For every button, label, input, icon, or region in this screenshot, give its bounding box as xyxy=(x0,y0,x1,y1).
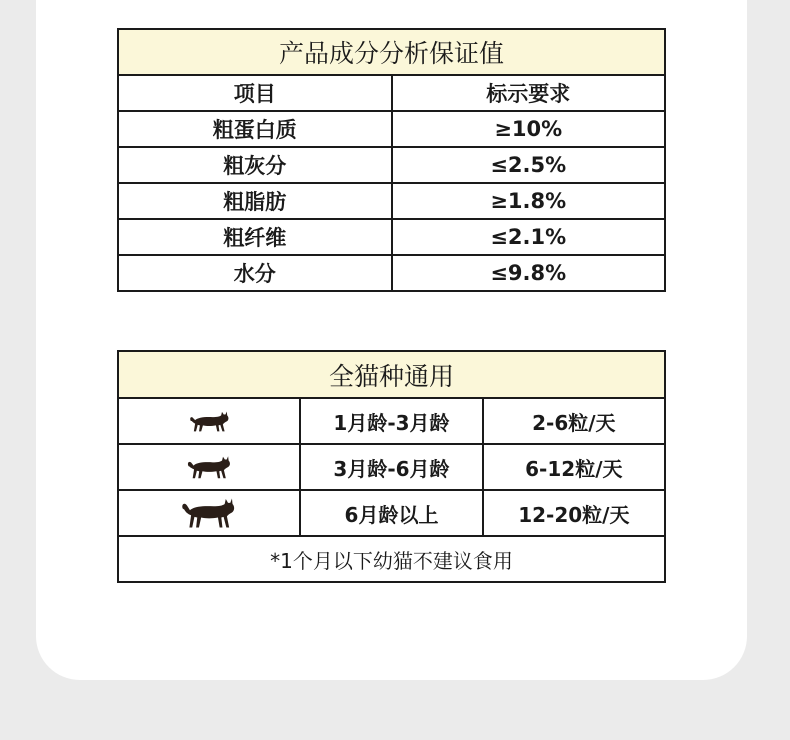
nutrient-value: ≤2.1% xyxy=(392,219,666,255)
nutrient-name: 粗纤维 xyxy=(118,219,392,255)
nutrient-value: ≤2.5% xyxy=(392,147,666,183)
analysis-table-title: 产品成分分析保证值 xyxy=(118,29,665,75)
nutrient-name: 粗灰分 xyxy=(118,147,392,183)
table-row xyxy=(118,183,665,219)
table-row xyxy=(118,444,665,490)
feeding-note: *1个月以下幼猫不建议食用 xyxy=(118,536,665,582)
nutrient-value: ≤9.8% xyxy=(392,255,666,291)
nutrient-value: ≥1.8% xyxy=(392,183,666,219)
table-row xyxy=(118,490,665,536)
table-row xyxy=(118,147,665,183)
table-row xyxy=(118,255,665,291)
age-range: 3月龄-6月龄 xyxy=(300,444,482,490)
nutrient-name: 粗蛋白质 xyxy=(118,111,392,147)
age-range: 1月龄-3月龄 xyxy=(300,398,482,444)
age-range: 6月龄以上 xyxy=(300,490,482,536)
small-cat-icon xyxy=(118,398,300,444)
column-header-item: 项目 xyxy=(118,75,392,111)
daily-amount: 12-20粒/天 xyxy=(483,490,665,536)
column-header-requirement: 标示要求 xyxy=(392,75,666,111)
daily-amount: 2-6粒/天 xyxy=(483,398,665,444)
daily-amount: 6-12粒/天 xyxy=(483,444,665,490)
table-row xyxy=(118,398,665,444)
table-row xyxy=(118,111,665,147)
nutrient-name: 水分 xyxy=(118,255,392,291)
nutrient-value: ≥10% xyxy=(392,111,666,147)
medium-cat-icon xyxy=(118,444,300,490)
feeding-table-title: 全猫种通用 xyxy=(118,351,665,398)
table-row xyxy=(118,219,665,255)
large-cat-icon xyxy=(118,490,300,536)
nutrient-name: 粗脂肪 xyxy=(118,183,392,219)
analysis-table xyxy=(117,28,666,292)
table-header-row xyxy=(118,75,665,111)
feeding-table xyxy=(117,350,666,583)
